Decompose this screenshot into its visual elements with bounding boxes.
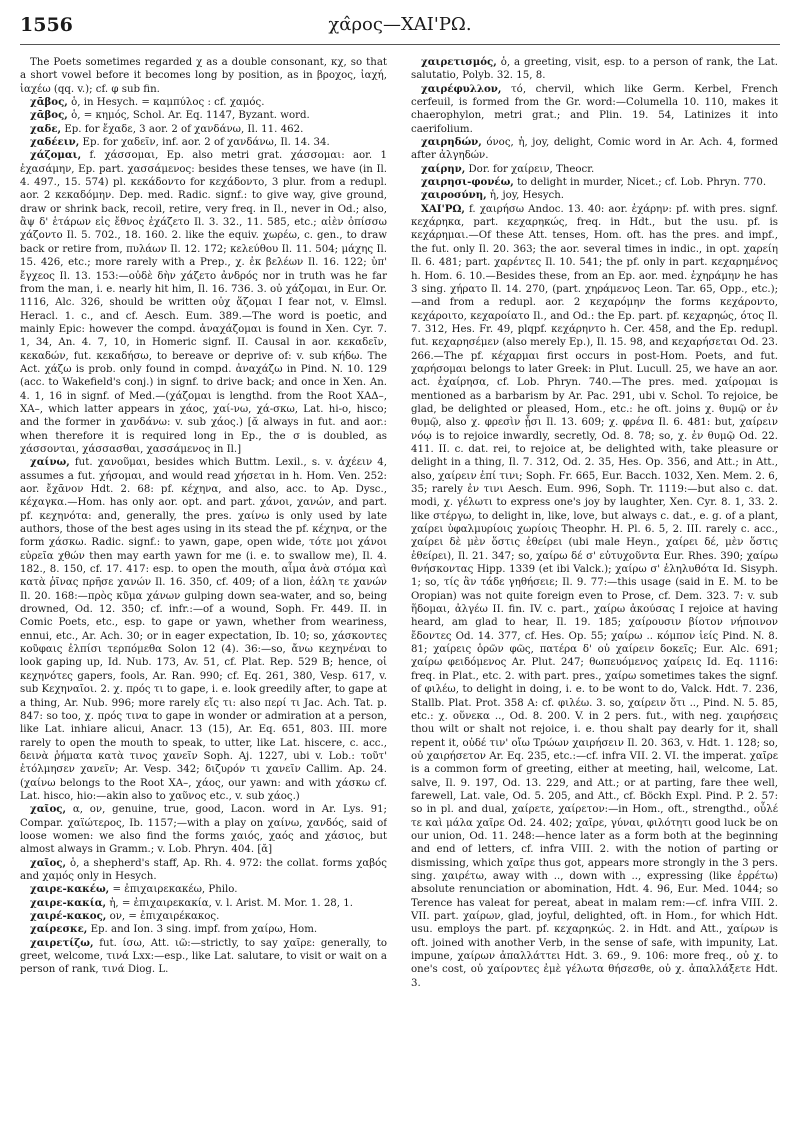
entry-text: Ep. for ἔχαδε, 3 aor. 2 of χανδάνω, Il. 11. 462. (61, 123, 304, 135)
dictionary-entry (20, 803, 387, 856)
entry-text: = ἐπιχαιρεκακέω, Philo. (109, 884, 238, 896)
dictionary-entry (20, 96, 387, 109)
entry-text: The Poets sometimes regarded χ as a double consonant, κχ, so that a short vowel before it becomes long by position, as in βροχος, ἰαχή, ἰαχέω (qq. v.); cf. φ sub fin. (20, 57, 387, 95)
entry-text: ὁ, in Hesych. = καμπύλος : cf. χαμός. (67, 97, 265, 109)
entry-headword: χαίνω, (30, 456, 70, 469)
entry-headword: χαδε, (30, 122, 62, 135)
entry-headword: χαιρετισμός, (421, 56, 497, 68)
dictionary-entry (20, 923, 387, 936)
entry-headword: χαιρε-κακία, (30, 896, 107, 909)
entry-headword: ΧΑΙ'ΡΩ, (421, 202, 465, 215)
dictionary-entry (411, 83, 778, 136)
entry-text: ον, = ἐπιχαιρέκακος. (106, 911, 220, 922)
dictionary-entry (20, 56, 387, 96)
dictionary-entry (20, 937, 387, 977)
page-header (20, 14, 780, 44)
entry-text: ὁ, a shepherd's staff, Ap. Rh. 4. 972: the collat. forms χαβός and χαμός only in Hesych. (20, 857, 387, 882)
entry-headword: χαιρέφυλλον, (421, 82, 502, 95)
entry-headword: χαιρετίζω, (30, 936, 94, 949)
entry-headword: χαιρε-κακέω, (30, 883, 110, 896)
entry-text: f. χάσσομαι, Ep. also metri grat. χάσσομαι: aor. 1 ἐχασάμην, Ep. part. χασσάμενος: besides these tenses, we have (in Il. 4. 497., 15. 574) pl. κεκάδοντο for κεχάδοντο, 3 plur. from a redupl. aor. 2 κεκαδόμην. Dep. med. Radic. signf.: to give way, give ground, draw or shrink back, recoil, retire, very freq. in Il., never in Od.; also, ἂψ δ' ἑτάρων εἰς ἔθνος ἐχάζετο Il. 3. 32., 11. 585, etc.; αἰὲν ὀπίσσω χάζοντο Il. 5. 702., 18. 160. 2. like the equiv. χωρέω, c. gen., to draw back or retire from, πυλάων Il. 12. 172; κελεύθου Il. 11. 504; μάχης Il. 15. 426, etc.; more rarely with a Prep., χ. ἐκ βελέων Il. 16. 122; ὑπ' ἔγχεος Il. 13. 153:—οὐδὲ δὴν χάζετο ἀνδρός nor in truth was he far from the man, i. e. nearly hit him, Il. 16. 736. 3. οὐ χάζομαι, in Eur. Or. 1116, Alc. 326, should be written οὐχ ἅζομαι I fear not, v. Elmsl. Heracl. 1. c., and cf. Aesch. Eum. 389.—The word is poetic, and mainly Epic: however the compd. ἀναχάζομαι is found in Xen. Cyr. 7. 1, 34, An. 4. 7, 10, in Homeric signf. II. Causal in aor. κεκαδεῖν, κεκαδών, fut. κεκαδήσω, to bereave or deprive of: v. sub κήδω. The Act. χάζω is prob. only found in compd. ἀναχάζω in Pind. N. 10. 129 (acc. to Wakefield's conj.) in signf. to drive back; and once in Xen. An. 4. 1, 16 in signf. of Med.—(χάζομαι is lengthd. from the Root ΧΑΔ–, ΧΑ–, which latter appears in χάος, χαί-νω, χά-σκω, Lat. hi-o, hisco; and the former in χανδάνω: v. sub χάος.) [ᾰ always in fut. and aor.: when therefore it is required long in Ep., the σ is doubled, as χάσσονται, χάσσασθαι, χασσάμενος in Il.] (20, 150, 387, 455)
entry-text: Ep. for χαδεῖν, inf. aor. 2 of χανδάνω, Il. 14. 34. (79, 137, 330, 149)
dictionary-entry (20, 123, 387, 136)
entry-text: fut. χανοῦμαι, besides which Buttm. Lexil., s. v. ἀχέειν 4, assumes a fut. χήσομαι, and would read χήσεται in h. Hom. Ven. 252: aor. ἔχᾱνον Hdt. 2. 68: pf. κέχηνα, and also, acc. to Ap. Dysc., κέχαγκα.—Hom. has only aor. opt. and part. χάνοι, χανών, and part. pf. κεχηνότα: and, generally, the pres. χαίνω is only used by late authors, those of the best ages using in its stead the pf. κέχηνα, or the form χάσκω. Radic. signf.: to yawn, gape, open wide, τότε μοι χάνοι εὐρεῖα χθών then may earth yawn for me (i. e. to swallow me), Il. 4. 182., 8. 150, cf. 17. 417: esp. to open the mouth, αἷμα ἀνὰ στόμα καὶ κατὰ ῥῖνας πρῆσε χανών Il. 16. 350, cf. 409; of a lion, ἐάλη τε χανών Il. 20. 168:—πρὸς κῦμα χάνων gulping down sea-water, and so, being drowned, Od. 12. 350; cf. infr.:—of a wound, Soph. Fr. 449. II. in Comic Poets, etc., esp. to gape or yawn, whether from weariness, ennui, etc., Ar. Ach. 30; or in eager expectation, Ib. 10; so, χάσκοντες κοῦφαις ἐλπίσι τερπόμεθα Solon 12 (4). 36:—so, ἄνω κεχηνέναι to look gaping up, Id. Nub. 173, Av. 51, cf. Plat. Rep. 529 B; hence, οἱ κεχηνότες gapers, fools, Ar. Ran. 990; cf. Eq. 261, 380, Vesp. 617, v. sub Κεχηναῖοι. 2. χ. πρός τι to gape, i. e. look greedily after, to gape at a thing, Ar. Nub. 996; more rarely εἴς τι: also περί τι Jac. Ach. Tat. p. 847: so too, χ. πρός τινα to gape in wonder or admiration at a person, like Lat. inhiare alicui, Anacr. 13 (15), Ar. Eq. 651, 803. III. more rarely to open the mouth to speak, to utter, like Lat. hiscere, c. acc., δεινὰ ῥήματα κατὰ τινος χανεῖν Soph. Aj. 1227, ubi v. Lob.: τοῦτ' ἐτόλμησεν χανεῖν; Ar. Vesp. 342; διζυρόν τι χανεῖν Callim. Ap. 24. (χαίνω belongs to the Root ΧΑ–, χάος, our yawn: and with χάσκω cf. Lat. hisco, hio:—akin also to χαῦνος etc., v. sub χάος.) (20, 457, 387, 802)
entry-headword: χαιρέ-κακος, (30, 910, 107, 922)
entry-text: όνος, ἡ, joy, delight, Comic word in Ar. Ach. 4, formed after ἀλγηδών. (411, 137, 778, 162)
right-column (411, 56, 778, 1124)
entry-text: ἡ, = ἐπιχαιρεκακία, v. l. Arist. M. Mor. 1. 28, 1. (106, 897, 353, 909)
entry-headword: χᾱβος, (30, 109, 68, 122)
entry-headword: χαιρησι-φονέω, (421, 176, 514, 189)
entry-headword: χᾱβος, (30, 96, 68, 109)
entry-text: ἡ, joy, Hesych. (486, 190, 565, 202)
entry-headword: χαίρην, (421, 162, 466, 175)
dictionary-entry (411, 56, 778, 83)
dictionary-entry (411, 163, 778, 176)
dictionary-entry (411, 203, 778, 990)
entry-text: to delight in murder, Nicet.; cf. Lob. Phryn. 770. (513, 177, 767, 189)
dictionary-entry (20, 857, 387, 884)
entry-headword: χαδέειν, (30, 136, 80, 149)
entry-text: ὁ, = κημός, Schol. Ar. Eq. 1147, Byzant. word. (67, 110, 310, 122)
entry-text: Dor. for χαίρειν, Theocr. (465, 163, 595, 175)
entry-headword: χαῖος, (30, 803, 67, 816)
header-rule (20, 44, 780, 45)
page-number: 1556 (20, 14, 73, 36)
entry-text: f. χαιρήσω Andoc. 13. 40: aor. ἐχάρην: pf. with pres. signf. κεχάρηκα, part. κεχαρηκώς, freq. in Hdt., but the usu. pf. is κεχάρημαι.—Of these Att. tenses, Hom. oft. has the pres. and impf., the fut. only Il. 20. 363; the aor. several times in indic., in opt. χαρείη Il. 6. 481; part. χαρέντες Il. 10. 541; the pf. only in part. κεχαρημένος h. Hom. 6. 10.—Besides these, from an Ep. aor. med. ἐχηράμην he has 3 sing. χήρατο Il. 14. 270, (part. χηράμενος Leon. Tar. 65, Opp., etc.);—and from a redupl. aor. 2 κεχαρόμην the forms κεχάροντο, κεχάροιτο, κεχαροίατο Il., and Od.: the Ep. part. pf. κεχαρηώς, ότος Il. 7. 312, Hes. Fr. 49, plqpf. κεχάρηντο h. Cer. 458, and the Ep. redupl. fut. κεχαρησέμεν (also merely Ep.), Il. 15. 98, and κεχαρήσεται Od. 23. 266.—The pf. κέχαρμαι first occurs in post-Hom. Poets, and fut. χαρήσομαι belongs to later Greek: in Plut. Lucull. 25, we have an aor. act. ἐχαίρησα, cf. Lob. Phryn. 740.—The pres. med. χαίρομαι is mentioned as a barbarism by Ar. Pac. 291, ubi v. Schol. To rejoice, be glad, be delighted or pleased, Hom., etc.: he oft. joins χ. θυμῷ or ἐν θυμῷ, also χ. φρεσὶν ᾗσι Il. 13. 609; χ. φρένα Il. 6. 481: but, χαίρειν νόῳ is to rejoice inwardly, secretly, Od. 8. 78; so, χ. ἐν θυμῷ Od. 22. 411. II. c. dat. rei, to rejoice at, be delighted with, take pleasure or delight in a thing, Il. 7. 312, Od. 2. 35, Hes. Op. 356, and Att.; in Att., also, χαίρειν ἐπί τινι; Soph. Fr. 665, Eur. Bacch. 1032, Xen. Mem. 2. 6, 35; rarely ἐν τινι Aesch. Eum. 996, Soph. Tr. 1119:—but also c. dat. modi, χ. γέλωτι to express one's joy by laughter, Xen. Cyr. 8. 1, 33. 2. like στέργω, to delight in, like, love, but always c. dat., e. g. of a plant, χαίρει ὑφαλμυρίοις χωρίοις Theophr. H. Pl. 6. 5, 2. III. rarely c. acc., χαίρει δὲ μὲν ὅστις ἐθείρει (ubi male Heyn., χαίρει δέ, μὲν ὅστις ἐθείρει), Il. 21. 347; so, χαίρω δέ σ' εὐτυχοῦντα Eur. Rhes. 390; χαίρω θνήσκοντας Hipp. 1339 (et ibi Valck.); χαίρω σ' ἐληλυθότα Id. Sisyph. 1; so, τίς ἂν τάδε γηθήσειε; Il. 9. 77:—this usage (said in E. M. to be Oropian) was not quite foreign even to Prose, cf. Dem. 323. 7: v. sub ἥδομαι, ἀλγέω II. fin. IV. c. part., χαίρω ἀκούσας I rejoice at having heard, am glad to hear, Il. 19. 185; χαίρουσιν βίοτον νήποινον ἔδοντες Od. 14. 377, cf. Hes. Op. 55; χαίρω .. κόμπον ἱείς Pind. N. 8. 81; χαίρεις ὁρῶν φῶς, πατέρα δ' οὐ χαίρειν δοκεῖς; Eur. Alc. 691; χαίρω φειδόμενος Ar. Plut. 247; θωπευόμενος χαίρεις Id. Eq. 1116: freq. in Plat., etc. 2. with part. pres., χαίρω sometimes takes the signf. of φιλέω, to delight in doing, i. e. to be wont to do, Valck. Hdt. 7. 236, Stallb. Plat. Prot. 358 A: cf. φιλέω. 3. so, χαίρειν ὅτι .., Pind. N. 5. 85, etc.: χ. οὕνεκα .., Od. 8. 200. V. in 2 pers. fut., with neg. χαιρήσεις thou wilt or shalt not rejoice, i. e. thou shalt pay dearly for it, shall repent it, οὐδέ τιν' οἴω Τρώων χαιρήσειν Il. 20. 363, v. Hdt. 1. 128; so, οὐ χαιρήσετον Ar. Eq. 235, etc.:—cf. infra VII. 2. VI. the imperat. χαῖρε is a common form of greeting, either at meeting, hail, welcome, Lat. salve, Il. 9. 197, Od. 13. 229, and Att.; or at parting, fare thee well, farewell, Lat. vale, Od. 5. 205, and Att., cf. Böckh Expl. Pind. P. 2. 57: so in pl. and dual, χαίρετε, χαίρετον:—in Hom., oft., strengthd., οὖλέ τε καὶ μάλα χαῖρε Od. 24. 402; χαῖρε, γύναι, φιλότητι good luck be on our union, Od. 11. 248:—hence later as a form both at the beginning and end of letters, cf. infra VIII. 2. with the notion of parting or dismissing, which χαῖρε thus got, appears more strongly in the 3 pers. sing. χαιρέτω, away with .., down with .., expressing (like ἐρρέτω) absolute renunciation or abomination, Hdt. 4. 96, Eur. Med. 1044; so Terence has valeat for pereat, abeat in malam rem:—cf. infra VIII. 2. VII. part. χαίρων, glad, joyful, delighted, oft. in Hom., for which Hdt. usu. employs the part. pf. κεχαρηκώς. 2. in Hdt. and Att., χαίρων is oft. joined with another Verb, in the sense of safe, with impunity, Lat. impune, χαίρων ἀπαλλάττει Hdt. 3. 69., 9. 106: more freq., οὐ χ. to one's cost, οὐ χαίροντες ἐμὲ γέλωτα θήσεσθε, οὐ χ. ἀπαλλάξετε Hdt. 3. (411, 203, 778, 989)
dictionary-entry (20, 149, 387, 456)
entry-text: ὁ, a greeting, visit, esp. to a person of rank, the Lat. salutatio, Polyb. 32. 15, 8. (411, 57, 778, 82)
dictionary-entry (411, 136, 778, 163)
dictionary-entry (20, 136, 387, 149)
left-column (20, 56, 387, 1124)
dictionary-entry (411, 176, 778, 189)
entry-headword: χαίρεσκε, (30, 923, 88, 936)
entry-text: Ep. and Ion. 3 sing. impf. from χαίρω, Hom. (87, 924, 318, 936)
entry-headword: χαιροσύνη, (421, 189, 487, 202)
dictionary-entry (20, 910, 387, 923)
entry-headword: χάζομαι, (30, 149, 82, 162)
running-head: χα̂ρος—ΧΑΙ'ΡΩ. (328, 14, 472, 35)
entry-text: fut. ίσω, Att. ιῶ:—strictly, to say χαῖρε: generally, to greet, welcome, τινά Lxx:—esp., like Lat. salutare, to visit or wait on a person of rank, τινά Diog. L. (20, 937, 387, 976)
dictionary-entry (411, 189, 778, 202)
dictionary-entry (20, 456, 387, 803)
entry-headword: χαῖος, (30, 856, 67, 869)
dictionary-entry (20, 897, 387, 910)
entry-text: α, ον, genuine, true, good, Lacon. word in Ar. Lys. 91; Compar. χαϊώτερος, Ib. 1157;—with a play on χαίνω, χανδός, said of loose women: we also find the forms χαιός, χαός and χάσιος, but almost always in Gramm.; v. Lob. Phryn. 404. [ᾰ] (20, 804, 387, 856)
entry-text: τό, chervil, which like Germ. Kerbel, French cerfeuil, is formed from the Gr. word:—Columella 10. 110, makes it chaerophylon, metri grat.; and Plin. 19. 54, Latinizes it into caerifolium. (411, 83, 778, 135)
entry-headword: χαιρηδών, (421, 136, 482, 149)
dictionary-entry (20, 883, 387, 896)
dictionary-entry (20, 109, 387, 122)
